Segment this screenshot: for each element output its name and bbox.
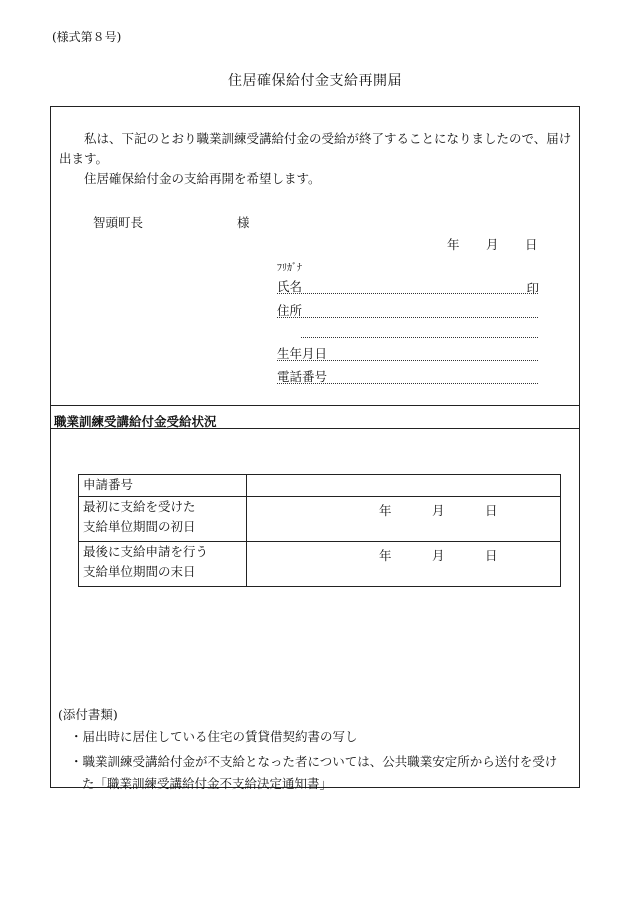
address-dotted-line (277, 317, 538, 318)
date-month-unit: 月 (486, 237, 499, 252)
notification-paragraph-1: 私は、下記のとおり職業訓練受講給付金の受給が終了することになりましたので、届け出ます。 (59, 131, 572, 166)
table-row (79, 475, 561, 497)
seal-mark: 印 (526, 281, 539, 296)
birthdate-field[interactable] (277, 344, 538, 361)
first-period-month-unit: 月 (432, 503, 445, 518)
address-field[interactable] (277, 301, 538, 318)
first-period-start-value[interactable] (247, 497, 561, 542)
first-period-day-unit: 日 (485, 503, 498, 518)
attachment-item-non-payment: ・職業訓練受講給付金が不支給となった者については、公共職業安定所から送付を受け (70, 754, 558, 769)
first-period-start-label: 最初に支給を受けた 支給単位期間の初日 (79, 497, 247, 542)
birthdate-dotted-line (277, 360, 538, 361)
attachment-item-non-payment-continued: た「職業訓練受講給付金不支給決定通知書」 (82, 776, 333, 791)
form-frame (50, 106, 580, 791)
last-period-year-unit: 年 (379, 548, 392, 563)
attachments-title: (添付書類) (58, 707, 118, 722)
last-period-end-value[interactable] (247, 542, 561, 587)
notification-paragraph-2: 住居確保給付金の支給再開を希望します。 (84, 171, 321, 186)
last-period-month-unit: 月 (432, 548, 445, 563)
attachment-item-lease-contract: ・届出時に居住している住宅の賃貸借契約書の写し (70, 729, 358, 744)
recipient-honorific: 様 (237, 215, 250, 230)
application-number-value[interactable] (247, 475, 561, 497)
name-field[interactable] (277, 277, 538, 294)
recipient-name: 智頭町長 (93, 215, 144, 230)
status-table (78, 474, 561, 587)
phone-dotted-line (277, 383, 538, 384)
table-row (79, 497, 561, 542)
name-label: 氏名 (277, 279, 303, 294)
document-title: 住居確保給付金支給再開届 (228, 73, 402, 89)
phone-field[interactable] (277, 367, 538, 384)
phone-label: 電話番号 (277, 369, 328, 384)
last-period-day-unit: 日 (485, 548, 498, 563)
form-number: (様式第８号) (52, 30, 122, 44)
date-day-unit: 日 (525, 237, 538, 252)
status-section-heading: 職業訓練受講給付金受給状況 (54, 414, 217, 429)
birthdate-label: 生年月日 (277, 346, 328, 361)
address-label: 住所 (277, 303, 303, 318)
section-divider-bottom (51, 428, 579, 429)
table-row (79, 542, 561, 587)
first-period-year-unit: 年 (379, 503, 392, 518)
furigana-label: ﾌﾘｶﾞﾅ (277, 263, 302, 274)
name-dotted-line (277, 293, 538, 294)
last-period-end-label: 最後に支給申請を行う 支給単位期間の末日 (79, 542, 247, 587)
address-continuation-field[interactable] (301, 322, 538, 338)
notification-text (59, 129, 574, 189)
date-year-unit: 年 (447, 237, 460, 252)
section-divider-top (51, 405, 579, 406)
address-continuation-dotted-line (301, 337, 538, 338)
application-number-label: 申請番号 (79, 475, 247, 497)
